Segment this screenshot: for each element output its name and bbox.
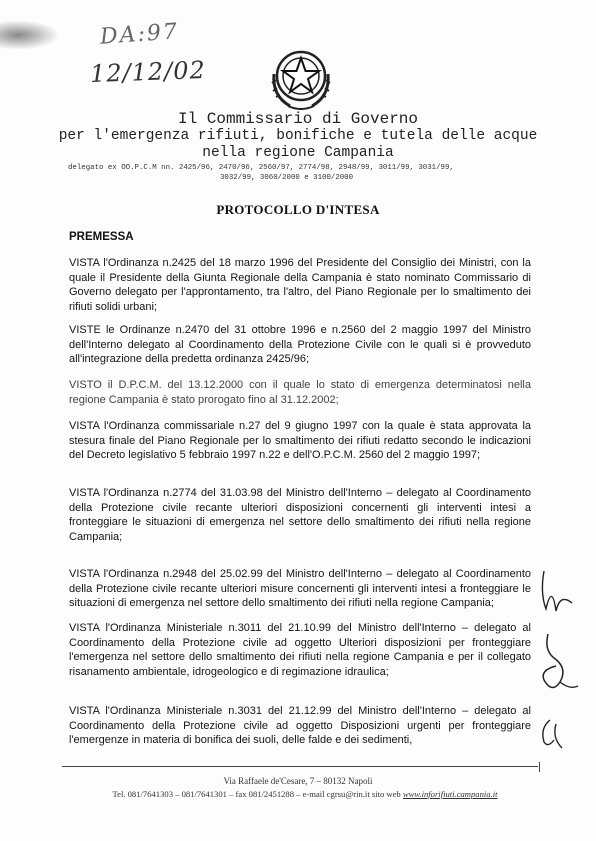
delegation-references [68, 163, 538, 183]
paragraph: VISTA l'Ordinanza Ministeriale n.3031 del 21.12.99 del Ministro dell'Interno – delegato al Coordinamento della Protezione civile ad oggetto Disposizioni urgenti per fronteggiare l'emergenze in materia di bonifica dei suoli, delle falde e dei sedimenti, [69, 705, 531, 746]
delegation-line-2: 3032/99, 3060/2000 e 3100/2000 [220, 174, 354, 182]
paragraph: VISTA l'Ordinanza n.2425 del 18 marzo 1996 del Presidente del Consiglio dei Ministri, con la quale il Presidente della Giunta Regionale della Campania è stato nominato Commissario di Governo delegato per l'approntamento, tra l'altro, del Piano Regionale per lo smaltimento dei rifiuti solidi urbani; [69, 257, 531, 313]
italian-republic-emblem-icon [266, 44, 336, 112]
paragraph: VISTO il D.P.C.M. del 13.12.2000 con il quale lo stato di emergenza determinatosi nella regione Campania è stato prorogato fino al 31.12.2002; [69, 379, 531, 406]
commissioner-title: Il Commissario di Governo [177, 110, 419, 128]
paragraph: VISTA l'Ordinanza commissariale n.27 del 9 giugno 1997 con la quale è stata approvata la stesura finale del Piano Regionale per lo smaltimento dei rifiuti redatto secondo le indicazioni del Decreto legislativo 5 febbraio 1997 n.22 e dell'O.P.C.M. 2560 del 2 maggio 1997; [69, 420, 531, 461]
margin-initials [538, 563, 578, 623]
footer-website-link[interactable]: www.inforifiuti.campania.it [402, 789, 498, 799]
commissioner-subtitle-1: per l'emergenza rifiuti, bonifiche e tutela delle acque [58, 128, 538, 144]
paragraph: VISTA l'Ordinanza n.2774 del 31.03.98 del Ministro dell'Interno – delegato al Coordinamento della Protezione civile recante ulteriori disposizioni concernenti gli interventi intesi a fronteggiare le situazioni di emergenza nel settore dello smaltimento dei rifiuti nella regione Campania; [69, 487, 531, 543]
footer-contact-details: Tel. 081/7641303 – 081/7641301 – fax 081/2451288 – e-mail cgrsu@rin.it sito web [112, 789, 401, 799]
margin-signature [534, 630, 584, 700]
paragraph: VISTA l'Ordinanza Ministeriale n.3011 del 21.10.99 del Ministro dell'Interno – delegato al Coordinamento della Protezione civile ad oggetto Ulteriori disposizioni per fronteggiare l'emergenza nel settore dello smaltimento dei rifiuti nella regione Campania e per il collegato risanamento ambientale, idrogeologico e di regimazione idraulica; [69, 622, 531, 678]
footer-address: Via Raffaele de'Cesare, 7 – 80132 Napoli [223, 776, 373, 786]
paragraph: VISTA l'Ordinanza n.2948 del 25.02.99 del Ministro dell'Interno – delegato al Coordinamento della Protezione civile recante ulteriori misure concernenti gli interventi intesi a fronteggiare le situazioni di emergenza nel settore dello smaltimento dei rifiuti nella regione Campania; [69, 568, 531, 609]
paragraph: VISTE le Ordinanze n.2470 del 31 ottobre 1996 e n.2560 del 2 maggio 1997 del Ministro dell'Interno delegato al Coordinamento della Protezione Civile con le quali si è provveduto all'integrazione della predetta ordinanza 2425/96; [69, 324, 531, 365]
margin-initials [536, 714, 566, 754]
delegation-line-1: delegato ex OO.P.C.M nn. 2425/96, 2470/96, 2560/97, 2774/98, 2948/99, 3011/99, 3031/99, [68, 164, 454, 172]
handwritten-date: 12/12/02 [89, 55, 207, 89]
section-heading: PREMESSA [69, 231, 134, 243]
handwritten-reference: DA:97 [99, 19, 180, 50]
commissioner-subtitle-2: nella regione Campania [202, 145, 394, 161]
footer-divider-tick [539, 762, 540, 772]
footer-contacts [70, 789, 540, 799]
footer-divider [62, 766, 538, 767]
document-title: PROTOCOLLO D'INTESA [216, 202, 380, 217]
scan-smudge [0, 20, 60, 50]
